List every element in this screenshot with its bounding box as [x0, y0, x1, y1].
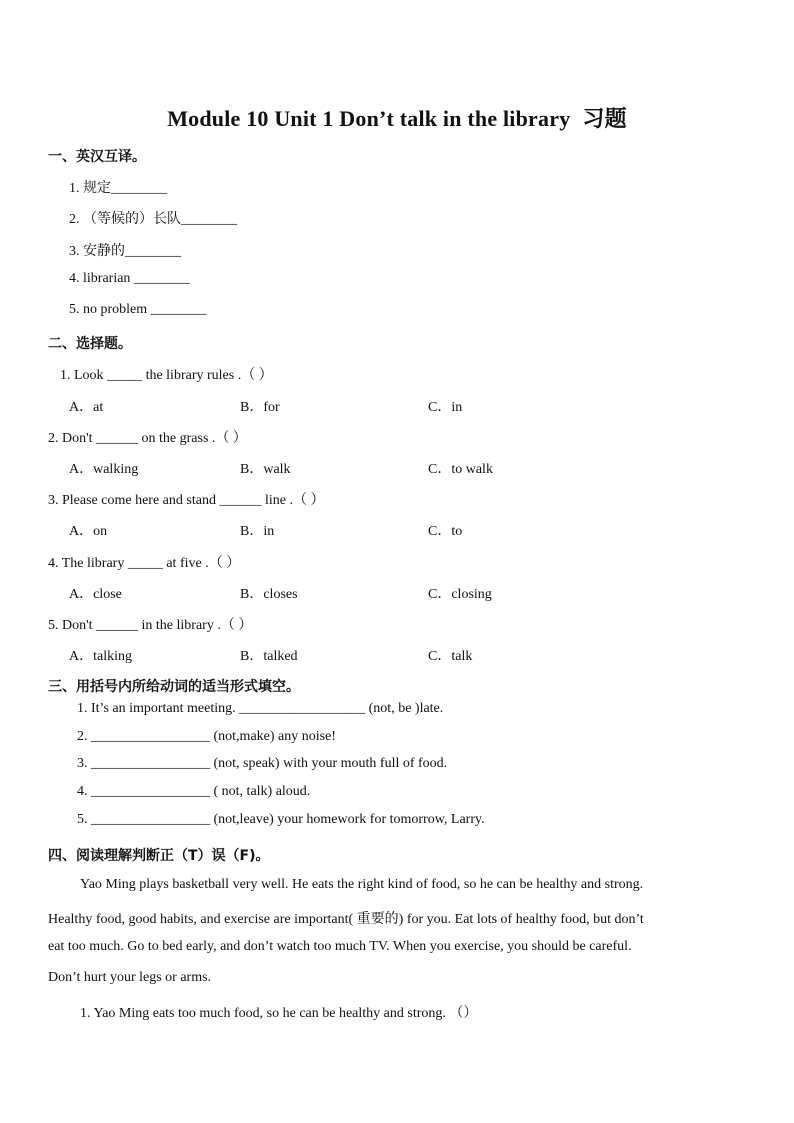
- choice-question-2: 2. Don't ______ on the grass .（ ）: [48, 431, 247, 446]
- choice-question-3: 3. Please come here and stand ______ line .（ ）: [48, 493, 325, 508]
- answer-blank[interactable]: _________________: [91, 784, 210, 799]
- fill-item-5: 5. _________________ (not,leave) your homework for tomorrow, Larry.: [77, 812, 485, 827]
- section-heading-reading: 四、阅读理解判断正（T）误（F)。: [48, 848, 270, 864]
- choice-4-option-c[interactable]: C．closing: [428, 587, 492, 602]
- reading-line-1: Yao Ming plays basketball very well. He eats the right kind of food, so he can be healthy and strong.: [80, 877, 644, 892]
- choice-3-option-c[interactable]: C．to: [428, 524, 463, 539]
- reading-line-2: Healthy food, good habits, and exercise are important( 重要的) for you. Eat lots of healthy food, but don’t: [48, 912, 644, 927]
- reading-line-4: Don’t hurt your legs or arms.: [48, 970, 212, 985]
- choice-1-option-c[interactable]: C．in: [428, 400, 463, 415]
- choice-1-option-a[interactable]: A．at: [69, 400, 104, 415]
- fill-item-3: 3. _________________ (not, speak) with your mouth full of food.: [77, 756, 448, 771]
- answer-blank[interactable]: ________: [150, 302, 207, 317]
- answer-blank[interactable]: ________: [181, 212, 237, 227]
- answer-blank[interactable]: _____: [107, 368, 143, 383]
- fill-item-1: 1. It’s an important meeting. __________________ (not, be )late.: [77, 701, 444, 716]
- choice-3-option-a[interactable]: A．on: [69, 524, 108, 539]
- section-heading-fill-in: 三、用括号内所给动词的适当形式填空。: [48, 679, 300, 695]
- section-heading-choice: 二、选择题。: [48, 336, 132, 352]
- choice-question-5: 5. Don't ______ in the library .（ ）: [48, 618, 253, 633]
- section-heading-translation: 一、英汉互译。: [48, 149, 146, 165]
- choice-2-option-b[interactable]: B．walk: [240, 462, 291, 477]
- translate-item-3: 3. 安静的________: [69, 243, 181, 259]
- answer-blank[interactable]: ________: [125, 244, 181, 259]
- answer-blank[interactable]: ______: [219, 493, 262, 508]
- fill-item-2: 2. _________________ (not,make) any noise!: [77, 729, 336, 744]
- choice-2-option-c[interactable]: C．to walk: [428, 462, 493, 477]
- choice-5-option-a[interactable]: A．talking: [69, 649, 132, 664]
- page-title: [0, 102, 794, 133]
- answer-blank[interactable]: __________________: [239, 701, 366, 716]
- choice-question-4: 4. The library _____ at five .（ ）: [48, 556, 241, 571]
- reading-line-3: eat too much. Go to bed early, and don’t watch too much TV. When you exercise, you should be careful.: [48, 939, 632, 954]
- answer-blank[interactable]: _________________: [91, 756, 210, 771]
- translate-item-1: 1. 规定________: [69, 180, 167, 196]
- answer-blank[interactable]: _________________: [91, 812, 210, 827]
- answer-blank[interactable]: ______: [96, 618, 139, 633]
- answer-blank[interactable]: ________: [133, 271, 190, 286]
- translate-item-4: 4. librarian ________: [69, 271, 190, 286]
- choice-3-option-b[interactable]: B．in: [240, 524, 275, 539]
- choice-1-option-b[interactable]: B．for: [240, 400, 280, 415]
- choice-2-option-a[interactable]: A．walking: [69, 462, 139, 477]
- fill-item-4: 4. _________________ ( not, talk) aloud.: [77, 784, 311, 799]
- choice-4-option-b[interactable]: B．closes: [240, 587, 298, 602]
- choice-5-option-b[interactable]: B．talked: [240, 649, 298, 664]
- title-english: Module 10 Unit 1 Don’t talk in the library: [167, 106, 571, 131]
- translate-item-5: 5. no problem ________: [69, 302, 207, 317]
- answer-blank[interactable]: _____: [127, 556, 163, 571]
- choice-5-option-c[interactable]: C．talk: [428, 649, 473, 664]
- title-chinese: 习题: [582, 107, 627, 132]
- answer-blank[interactable]: _________________: [91, 729, 210, 744]
- translate-item-2: 2. （等候的）长队________: [69, 211, 237, 227]
- reading-question-1: 1. Yao Ming eats too much food, so he can be healthy and strong. （）: [80, 1006, 478, 1021]
- answer-blank[interactable]: ________: [111, 181, 167, 196]
- choice-4-option-a[interactable]: A．close: [69, 587, 122, 602]
- choice-question-1: 1. Look _____ the library rules .（ ）: [60, 368, 273, 383]
- answer-blank[interactable]: ______: [96, 431, 139, 446]
